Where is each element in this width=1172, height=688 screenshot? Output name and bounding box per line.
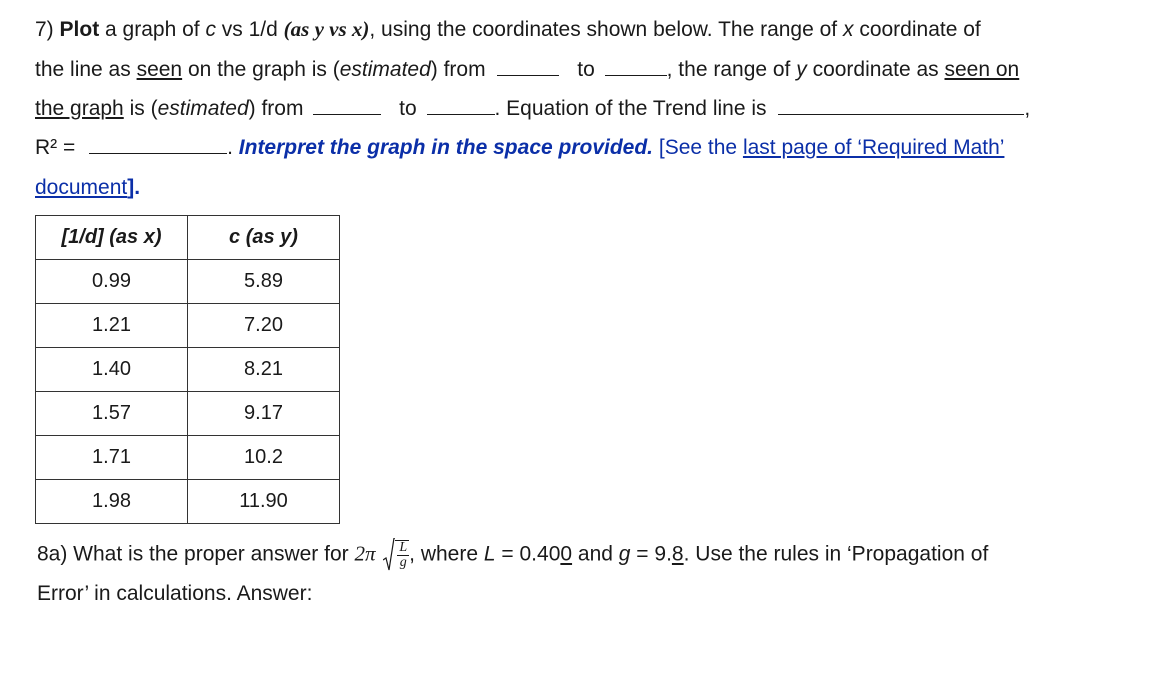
the-graph-underlined: the graph [35,97,124,120]
y-range-from-blank[interactable] [313,96,381,115]
seen-on-underlined: seen on [944,58,1020,81]
q8a-line2-text: Error’ in calculations. Answer: [37,582,313,605]
r-squared-blank[interactable] [89,135,227,154]
table-row [36,304,340,348]
L-var: L [483,542,496,566]
trend-line-text: . Equation of the Trend line is [494,97,773,120]
table-cell-x: 0.99 [36,260,188,304]
coord-of-text: coordinate of [853,18,981,41]
question7-line4: R² = . Interpret the graph in the space provided. [See the last page of ‘Required Math’ [35,136,1005,159]
table-cell-y: 10.2 [188,436,340,480]
x-range-to-blank[interactable] [605,57,667,76]
header-x: [1/d] (as x) [36,216,188,260]
table-cell-x: 1.98 [36,480,188,524]
table-row [36,480,340,524]
question8a-line1 [37,538,988,572]
question7-line1 [35,16,981,43]
header-y: c (as y) [188,216,340,260]
y-range-to-blank[interactable] [427,96,495,115]
sqrt-symbol-icon [383,538,395,572]
table-cell-y: 8.21 [188,348,340,392]
line2-b: on the graph is ( [182,58,340,81]
line3-b: ) from [248,97,310,120]
fraction-numerator: L [399,540,408,555]
line2-c: ) from [430,58,492,81]
q8a-rest: . Use the rules in ‘Propagation of [683,542,989,566]
L-value: = 0.40 [495,542,561,566]
to-text: to [577,58,595,81]
required-math-link[interactable]: last page of ‘Required Math’ [742,136,1005,159]
table-row [36,348,340,392]
table-row [36,436,340,480]
x-var: x [842,18,854,41]
l-over-g-fraction [395,540,409,570]
as-y-vs-x: (as y vs x) [283,17,370,41]
table-header-row [36,216,340,260]
L-value-underlined-digit: 0 [560,542,573,566]
x-range-from-blank[interactable] [497,57,559,76]
interpret-instruction: Interpret the graph in the space provided. [238,136,654,159]
r-squared-label: R² = [35,136,76,159]
and-text: and [572,542,619,566]
plot-word: Plot [59,18,100,41]
table-cell-x: 1.40 [36,348,188,392]
document-link[interactable]: document [35,176,128,199]
question8a-line2 [37,581,312,607]
table-cell-y: 11.90 [188,480,340,524]
close-bracket: ]. [127,176,141,199]
question7-line3 [35,96,1030,122]
estimated-italic: estimated [339,58,431,81]
vs-text: vs 1/d [215,18,284,41]
see-the-text: [See the [653,136,743,159]
c-var: c [205,18,216,41]
line2-a: the line as [35,58,137,81]
table-row [36,260,340,304]
question7-line5 [35,175,140,201]
table-cell-x: 1.57 [36,392,188,436]
to-text-2: to [399,97,417,120]
question-number: 7) [35,18,54,41]
g-value-underlined-digit: 8 [671,542,684,566]
intro-text: a graph of [99,18,206,41]
table-cell-y: 5.89 [188,260,340,304]
estimated-italic-2: estimated [157,97,249,120]
where-text: where [415,542,484,566]
line2-e: coordinate as [806,58,945,81]
coords-text: , using the coordinates shown below. The range of [369,18,843,41]
table-cell-y: 7.20 [188,304,340,348]
trend-equation-blank[interactable] [778,96,1024,115]
table-cell-x: 1.71 [36,436,188,480]
table-row [36,392,340,436]
g-value: = 9. [630,542,672,566]
table-cell-y: 9.17 [188,392,340,436]
q8a-comma: , [409,542,415,566]
g-var: g [618,542,631,566]
y-var: y [796,58,807,81]
sqrt-expression [383,538,409,572]
table-cell-x: 1.21 [36,304,188,348]
two-pi: 2π [354,541,376,566]
fraction-denominator: g [399,555,407,570]
line3-a: is ( [123,97,158,120]
line3-comma: , [1024,97,1031,120]
seen-underlined: seen [136,58,183,81]
question7-line2 [35,57,1019,83]
q8a-prefix: 8a) What is the proper answer for [37,542,355,566]
line2-d: , the range of [666,58,797,81]
data-table [35,215,340,524]
